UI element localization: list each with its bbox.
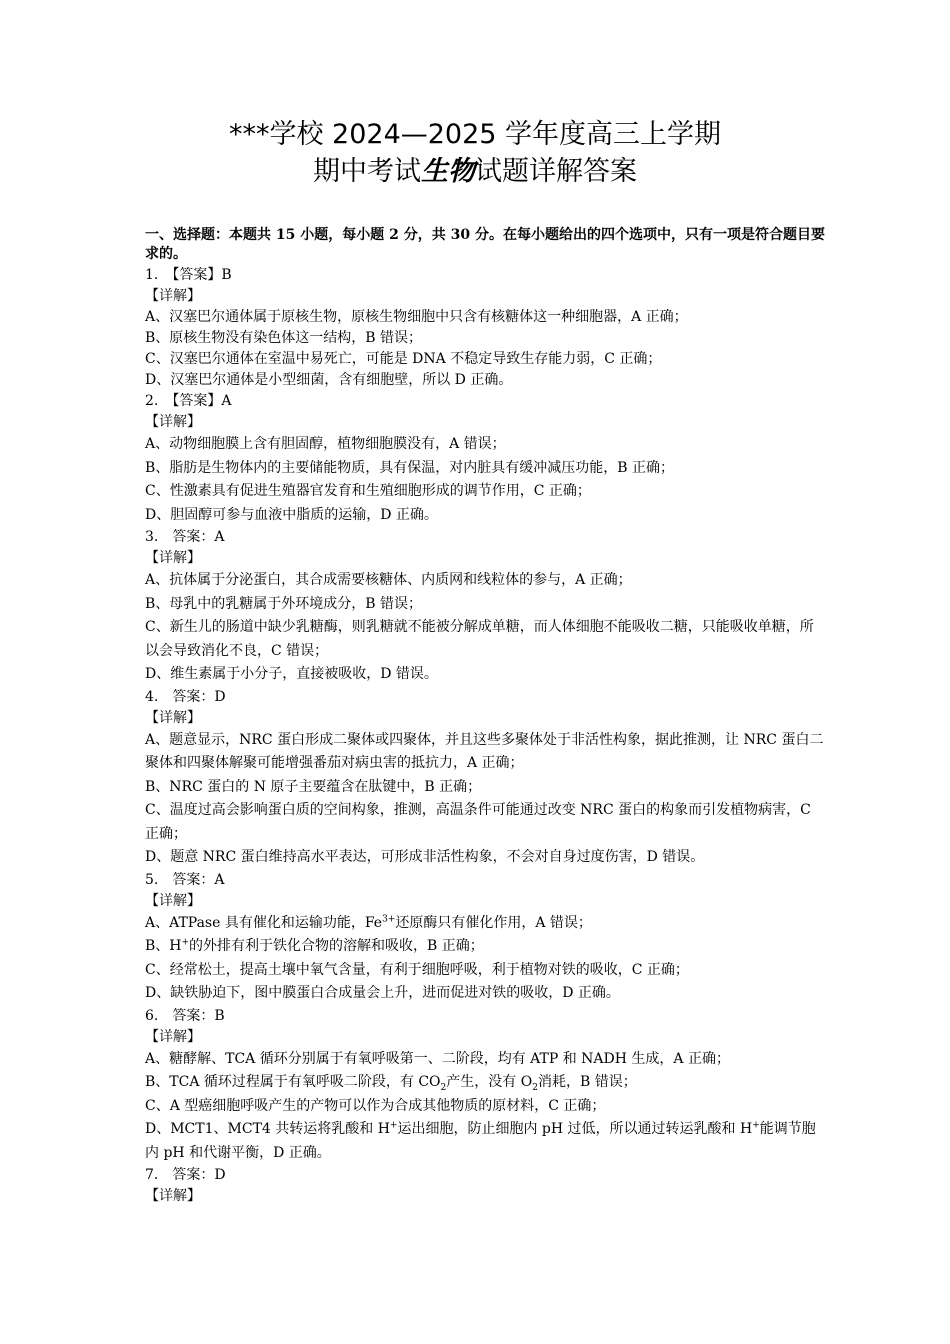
q5-option-a	[145, 912, 825, 936]
q6-option-b	[145, 1071, 825, 1095]
q3-option-d: D、维生素属于小分子，直接被吸收，D 错误。	[145, 666, 438, 682]
q5-option-d: D、缺铁胁迫下，图中膜蛋白合成量会上升，进而促进对铁的吸收，D 正确。	[145, 985, 620, 1001]
q6-b-subscript-1: 2	[440, 1082, 447, 1093]
q5-a-text-1: A、ATPase 具有催化和运输功能，Fe	[145, 914, 383, 931]
section-heading: 一、选择题：本题共 15 小题，每小题 2 分，共 30 分。在每小题给出的四个选项中，只有一项是符合题目要求的。	[145, 227, 825, 262]
answer-line-q3: 3. 答案：A	[145, 529, 225, 545]
q6-d-text-1: D、MCT1、MCT4 共转运将乳酸和 H	[145, 1121, 390, 1137]
q1-option-c: C、汉塞巴尔通体在室温中易死亡，可能是 DNA 不稳定导致生存能力弱，C 正确；	[145, 351, 662, 367]
answer-line-q5: 5. 答案：A	[145, 871, 225, 888]
title-line-2-prefix: 期中考试	[313, 156, 421, 187]
title-subject: 生物	[421, 156, 475, 187]
detail-label-q4: 【详解】	[145, 709, 201, 726]
answer-body	[145, 226, 825, 1207]
q2-option-b: B、脂肪是生物体内的主要储能物质，具有保温，对内脏具有缓冲减压功能，B 正确；	[145, 459, 675, 476]
q4-option-d: D、题意 NRC 蛋白维持高水平表达，可形成非活性构象，不会对自身过度伤害，D 错误。	[145, 849, 705, 865]
detail-label-q1: 【详解】	[145, 288, 201, 304]
q5-option-b	[145, 935, 825, 959]
answer-line-q4: 4. 答案：D	[145, 688, 226, 705]
q4-option-a: A、题意显示，NRC 蛋白形成二聚体或四聚体，并且这些多聚体处于非活性构象，据此推测，让 NRC 蛋白二聚体和四聚体解聚可能增强番茄对病虫害的抵抗力，A 正确；	[145, 731, 824, 771]
q6-d-text-2: 运出细胞，防止细胞内 pH 过低，所以通过转运乳酸和 H	[397, 1121, 753, 1137]
detail-label-q5: 【详解】	[145, 892, 201, 909]
q6-b-subscript-2: 2	[532, 1082, 538, 1093]
q3-option-b: B、母乳中的乳糖属于外环境成分，B 错误；	[145, 595, 423, 612]
answer-line-q6: 6. 答案：B	[145, 1007, 225, 1024]
title-line-2	[0, 154, 950, 190]
detail-label-q2: 【详解】	[145, 414, 201, 430]
q2-option-d: D、胆固醇可参与血液中脂质的运输，D 正确。	[145, 506, 438, 523]
answer-line-q1: 1. 【答案】B	[145, 267, 232, 283]
q1-option-b: B、原核生物没有染色体这一结构，B 错误；	[145, 330, 423, 346]
q6-b-text-2: 产生，没有 O	[446, 1074, 533, 1090]
q6-d-superscript-2: +	[752, 1120, 760, 1131]
q1-option-a: A、汉塞巴尔通体属于原核生物，原核生物细胞中只含有核糖体这一种细胞器，A 正确；	[145, 309, 688, 325]
q3-option-c: C、新生儿的肠道中缺少乳糖酶，则乳糖就不能被分解成单糖，而人体细胞不能吸收二糖，只能吸收单糖，所以会导致消化不良，C 错误；	[145, 619, 814, 659]
q4-option-b: B、NRC 蛋白的 N 原子主要蕴含在肽键中，B 正确；	[145, 778, 482, 795]
q2-option-a: A、动物细胞膜上含有胆固醇，植物细胞膜没有，A 错误；	[145, 436, 506, 452]
q3-option-a: A、抗体属于分泌蛋白，其合成需要核糖体、内质网和线粒体的参与，A 正确；	[145, 572, 632, 588]
q6-d-superscript-1: +	[389, 1120, 398, 1131]
q6-b-text-3: 消耗，B 错误；	[537, 1074, 637, 1090]
answer-line-q2: 2. 【答案】A	[145, 393, 232, 409]
detail-label-q3: 【详解】	[145, 550, 201, 566]
q6-option-c: C、A 型癌细胞呼吸产生的产物可以作为合成其他物质的原材料，C 正确；	[145, 1097, 606, 1114]
title-line-1: ***学校 2024—2025 学年度高三上学期	[228, 119, 722, 150]
q4-option-c: C、温度过高会影响蛋白质的空间构象，推测，高温条件可能通过改变 NRC 蛋白的构象而引发植物病害，C 正确；	[145, 802, 811, 842]
q5-b-text-2: 的外排有利于铁化合物的溶解和吸收，B 正确；	[189, 938, 484, 954]
detail-label-q6: 【详解】	[145, 1028, 201, 1045]
detail-label-q7: 【详解】	[145, 1188, 201, 1204]
q2-option-c: C、性激素具有促进生殖器官发育和生殖细胞形成的调节作用，C 正确；	[145, 483, 591, 499]
answer-line-q7: 7. 答案：D	[145, 1167, 226, 1183]
q5-option-c: C、经常松土，提高土壤中氧气含量，有利于细胞呼吸，利于植物对铁的吸收，C 正确；	[145, 961, 689, 978]
q6-option-d	[145, 1118, 825, 1165]
q5-b-superscript: +	[181, 937, 190, 948]
q5-b-text-1: B、H	[145, 938, 182, 954]
q6-d-text-3: 能调节胞内 pH 和代谢平衡，D 正确。	[145, 1121, 816, 1161]
q5-a-text-2: 还原酶只有催化作用，A 错误；	[395, 914, 592, 931]
q1-option-d: D、汉塞巴尔通体是小型细菌，含有细胞壁，所以 D 正确。	[145, 372, 513, 388]
title-line-2-suffix: 试题详解答案	[475, 156, 637, 187]
q6-option-a: A、糖酵解、TCA 循环分别属于有氧呼吸第一、二阶段，均有 ATP 和 NADH 生成，A 正确；	[145, 1050, 730, 1067]
q5-a-superscript: 3+	[382, 913, 396, 924]
q6-b-text-1: B、TCA 循环过程属于有氧呼吸二阶段，有 CO	[145, 1074, 441, 1090]
